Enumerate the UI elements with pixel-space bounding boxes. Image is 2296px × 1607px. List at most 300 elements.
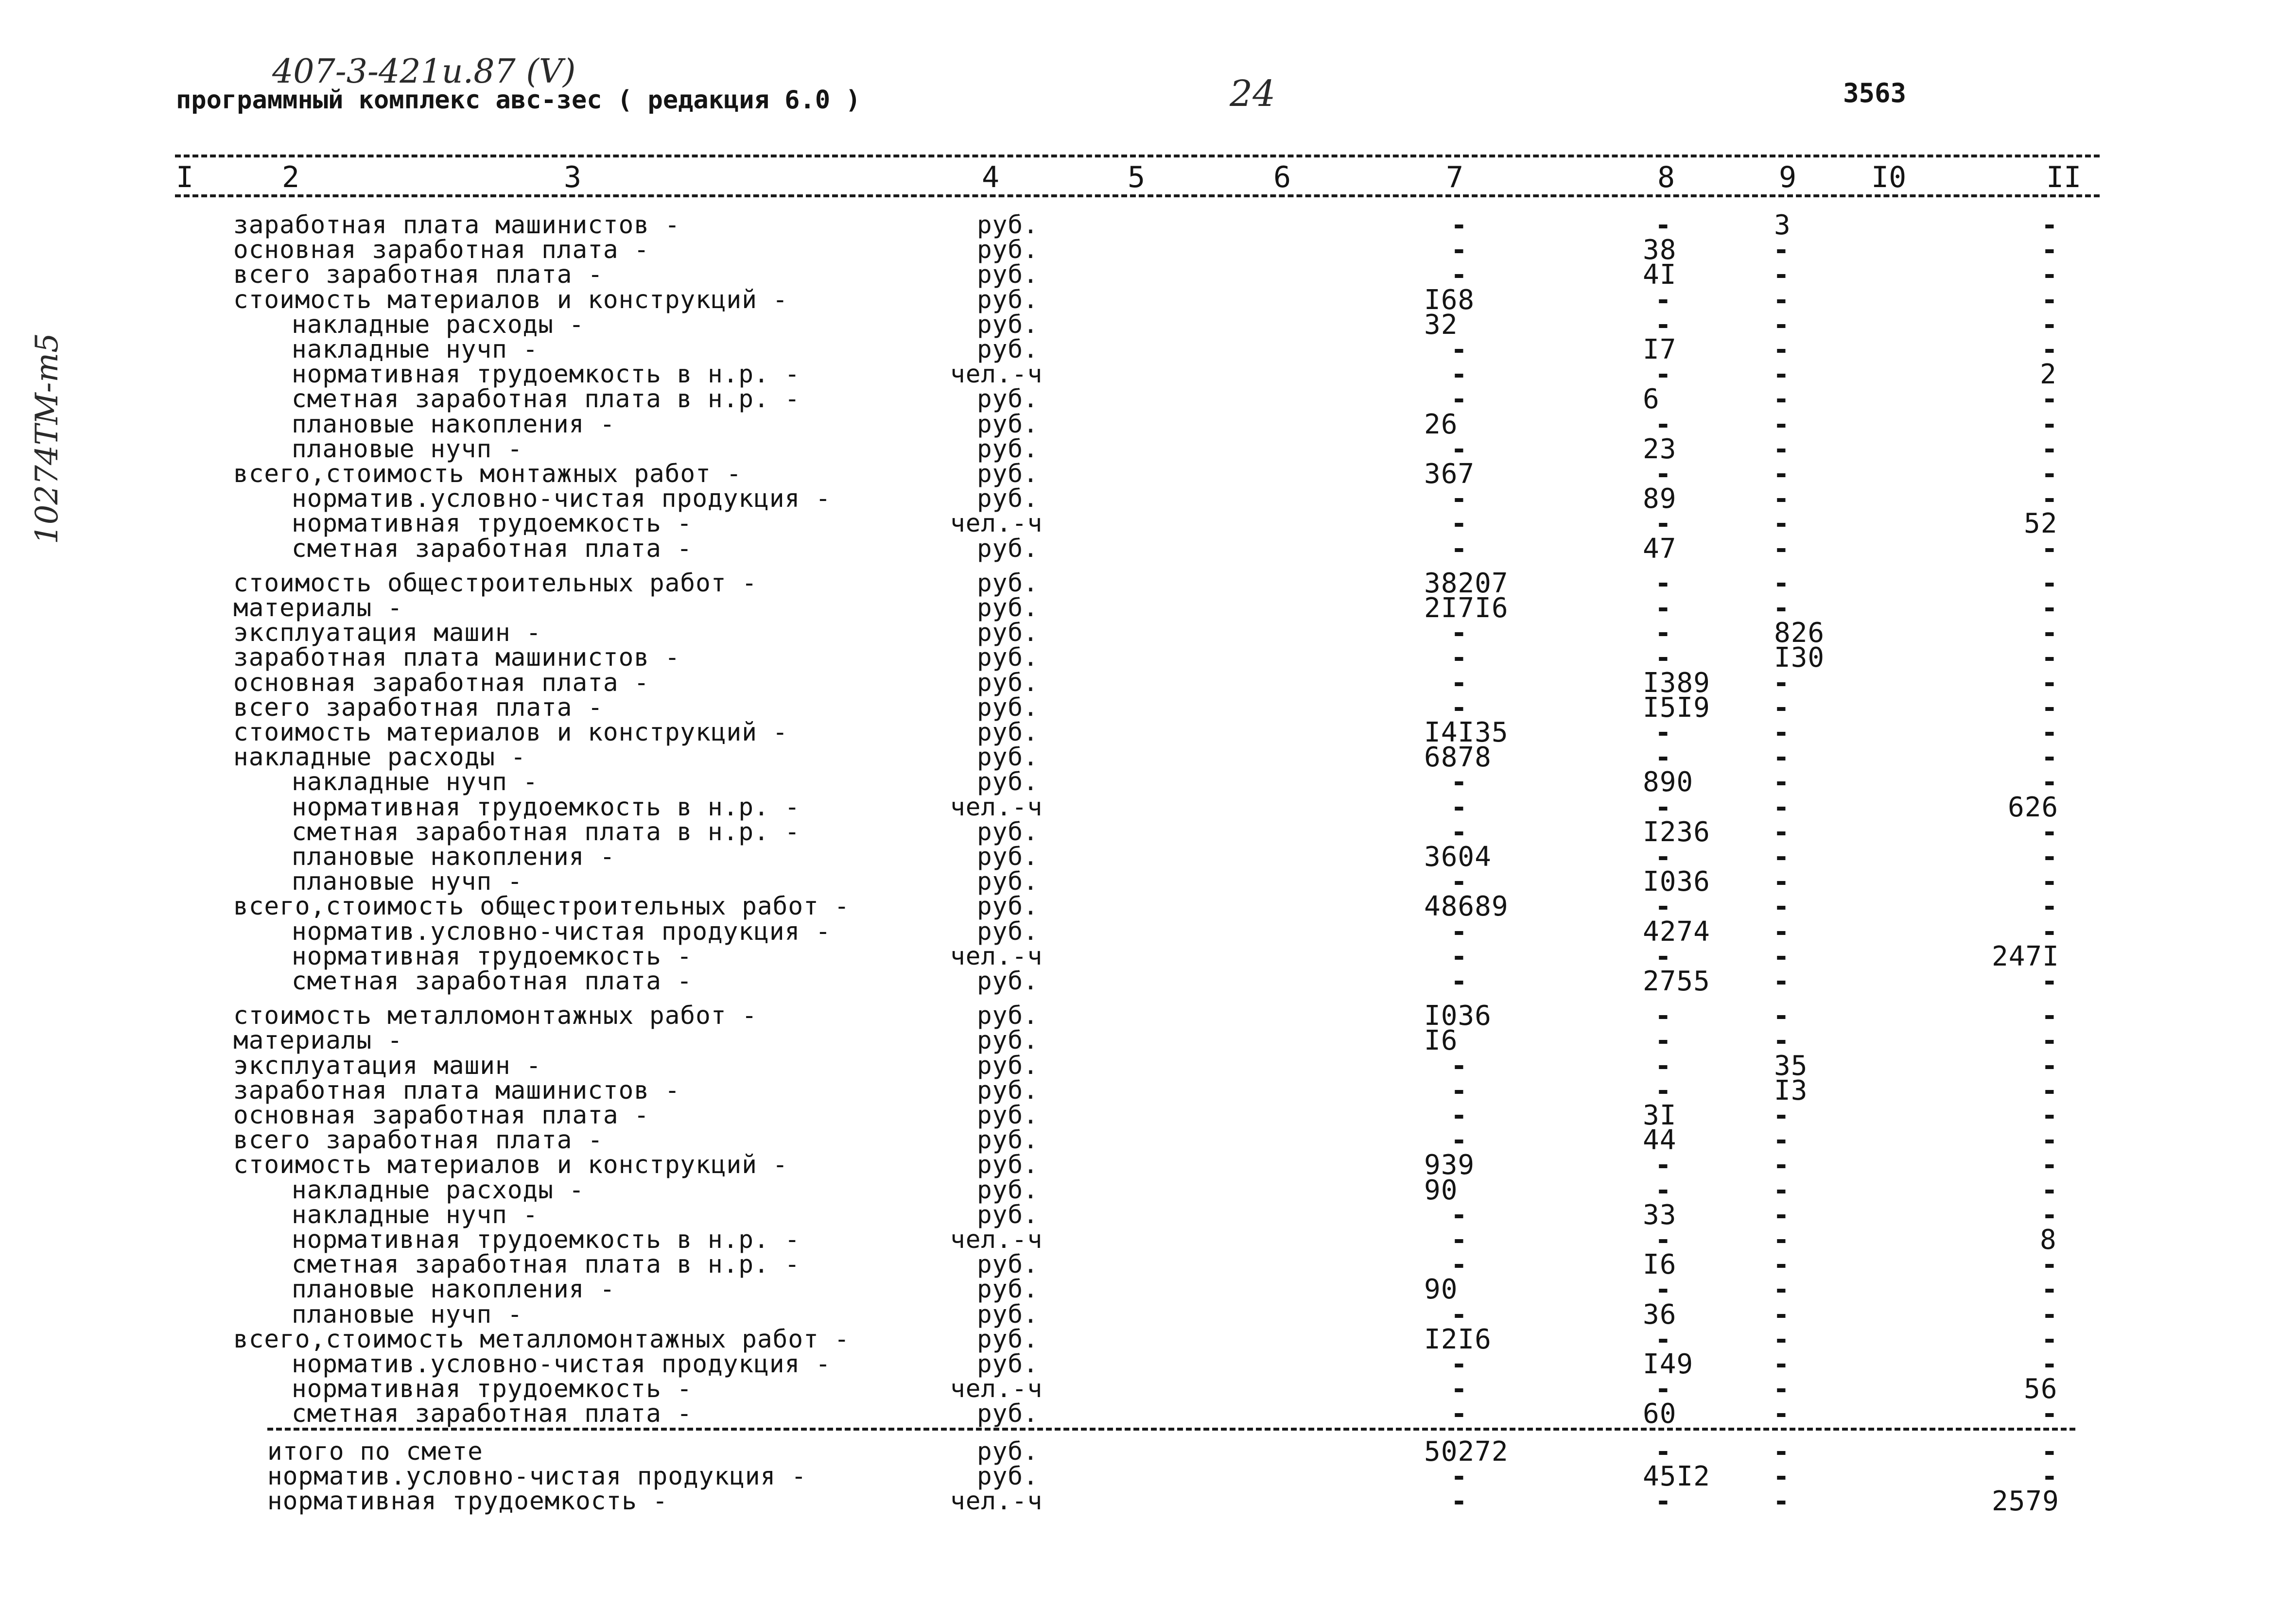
col-7-value: - <box>1451 1486 1468 1517</box>
col-9-value: - <box>1773 284 1790 316</box>
row-unit: руб. <box>977 668 1039 697</box>
col-11-value: - <box>2041 1050 2058 1082</box>
row-unit: руб. <box>977 619 1039 648</box>
row-label: нормативная трудоемкость - <box>292 1375 693 1404</box>
col-11-value: - <box>2041 742 2058 774</box>
row-label: накладные расходы - <box>233 743 526 772</box>
col-9-value: - <box>1773 234 1790 266</box>
col-8-value: I036 <box>1643 866 1710 898</box>
row-unit: руб. <box>977 236 1039 265</box>
col-11-value: - <box>2041 966 2058 997</box>
row-unit: чел.-ч <box>950 793 1043 822</box>
row-label: норматив.условно-чистая продукция - <box>292 1350 831 1379</box>
row-label: стоимость материалов и конструкций - <box>233 718 788 747</box>
col-11-value: - <box>2041 1323 2058 1355</box>
col-7-value: - <box>1451 533 1468 565</box>
table-row <box>0 891 2296 923</box>
row-unit: руб. <box>977 843 1039 871</box>
row-unit: руб. <box>977 967 1039 996</box>
row-unit: чел.-ч <box>950 1226 1043 1254</box>
row-label: эксплуатация машин - <box>233 1051 542 1080</box>
row-unit: чел.-ч <box>950 509 1043 538</box>
col-11-value: - <box>2041 1124 2058 1157</box>
table-row <box>0 1124 2296 1157</box>
col-8-value: - <box>1655 791 1672 823</box>
col-11-value: - <box>2041 841 2058 873</box>
col-8-value: - <box>1655 1323 1672 1355</box>
totals-rule <box>267 1428 2075 1431</box>
row-label: материалы - <box>233 594 403 622</box>
table-row <box>0 791 2296 823</box>
col-9-value: - <box>1773 1174 1790 1206</box>
col-8-value: I236 <box>1643 816 1710 848</box>
col-7-value: - <box>1451 866 1468 898</box>
col-8-value: 45I2 <box>1643 1460 1710 1492</box>
col-7-value: - <box>1451 259 1468 291</box>
row-unit: руб. <box>977 1350 1039 1379</box>
col-11-value: - <box>2041 1199 2058 1231</box>
col-7-value: - <box>1451 1100 1468 1131</box>
row-label: основная заработная плата - <box>233 236 650 265</box>
col-8-value: - <box>1655 617 1672 649</box>
col-9-value: - <box>1773 1100 1790 1131</box>
row-label: сметная заработная плата в н.р. - <box>292 817 800 847</box>
row-unit: руб. <box>977 1151 1039 1180</box>
col-7-value: - <box>1451 940 1468 972</box>
table-row <box>0 1323 2296 1355</box>
col-8-value: - <box>1655 1224 1672 1256</box>
table-row <box>0 717 2296 748</box>
table-row <box>0 866 2296 898</box>
col-8-value: 38 <box>1643 234 1677 266</box>
col-7-value: 3604 <box>1424 841 1492 873</box>
table-row <box>0 1373 2296 1405</box>
col-11-value: - <box>2041 234 2058 266</box>
col-7-value: - <box>1451 1124 1468 1157</box>
col-7-value: - <box>1451 234 1468 266</box>
row-label: накладные нучп - <box>292 335 539 364</box>
col-11-value: - <box>2041 1149 2058 1181</box>
col-11-value: - <box>2041 891 2058 923</box>
col-11-value: - <box>2041 816 2058 848</box>
table-row <box>0 334 2296 365</box>
row-unit: руб. <box>977 211 1039 240</box>
col-9-value: - <box>1773 1000 1790 1032</box>
table-row <box>0 284 2296 316</box>
col-7-value: 90 <box>1424 1174 1458 1206</box>
row-unit: чел.-ч <box>950 1375 1043 1404</box>
col-7-value: I2I6 <box>1424 1323 1492 1355</box>
col-9-value: 826 <box>1774 617 1825 649</box>
col-11-value: - <box>2041 642 2058 674</box>
col-8-value: 890 <box>1643 766 1694 798</box>
col-7-value: 32 <box>1424 309 1458 341</box>
row-unit: руб. <box>977 385 1039 414</box>
row-unit: руб. <box>977 718 1039 747</box>
row-unit: руб. <box>977 310 1039 339</box>
row-unit: руб. <box>977 1175 1039 1205</box>
row-label: заработная плата машинистов - <box>233 1076 680 1105</box>
row-label: всего заработная плата - <box>233 260 603 290</box>
row-label: нормативная трудоемкость - <box>292 509 693 538</box>
col-8-value: - <box>1655 508 1672 540</box>
col-9-value: - <box>1773 567 1790 599</box>
table-row <box>0 309 2296 341</box>
col-11-value: - <box>2041 1298 2058 1331</box>
col-8-value: - <box>1655 1174 1672 1206</box>
col-8-value: - <box>1655 1274 1672 1306</box>
col-11-value: - <box>2041 1460 2058 1492</box>
col-7-value: 50272 <box>1424 1435 1509 1468</box>
col-11-value: - <box>2041 567 2058 599</box>
col-11-value: 2 <box>2040 359 2057 391</box>
row-unit: руб. <box>977 1437 1039 1466</box>
col-9-value: - <box>1773 691 1790 724</box>
col-11-value: - <box>2041 866 2058 898</box>
col-9-value: - <box>1773 1124 1790 1157</box>
row-label: плановые нучп - <box>292 867 523 897</box>
col-7-value: - <box>1451 1298 1468 1331</box>
col-9-value: - <box>1773 717 1790 748</box>
col-11-value: - <box>2041 1074 2058 1106</box>
col-9-value: - <box>1773 891 1790 923</box>
row-label: накладные нучп - <box>292 1200 539 1229</box>
col-11-value: - <box>2041 209 2058 241</box>
row-unit: руб. <box>977 1076 1039 1105</box>
table-row <box>0 1398 2296 1430</box>
col-11-value: - <box>2041 483 2058 515</box>
handwritten-code: 407-3-421и.87 (V) <box>272 52 576 91</box>
col-8-value: - <box>1655 1074 1672 1106</box>
col-8-value: 33 <box>1643 1199 1677 1231</box>
col-7-value: 6878 <box>1424 742 1492 774</box>
col-9-value: - <box>1773 1224 1790 1256</box>
table-row <box>0 667 2296 699</box>
col-7-value: - <box>1451 816 1468 848</box>
col-9-value: - <box>1773 533 1790 565</box>
col-7-value: - <box>1451 1373 1468 1405</box>
col-7-value: - <box>1451 667 1468 699</box>
col-8-value: - <box>1655 1149 1672 1181</box>
col-9-value: - <box>1773 742 1790 774</box>
col-9-value: - <box>1773 508 1790 540</box>
column-number-11: II <box>2046 160 2082 194</box>
row-label: сметная заработная плата - <box>292 1400 693 1429</box>
column-number-10: I0 <box>1871 160 1907 194</box>
col-9-value: - <box>1773 259 1790 291</box>
col-8-value: - <box>1655 891 1672 923</box>
col-8-value: - <box>1655 1025 1672 1057</box>
sheet-number: 3563 <box>1843 78 1907 108</box>
column-number-7: 7 <box>1446 160 1464 194</box>
column-number-4: 4 <box>982 160 1000 194</box>
row-label: плановые нучп - <box>292 1300 523 1329</box>
col-7-value: - <box>1451 1348 1468 1380</box>
col-8-value: 44 <box>1643 1124 1677 1157</box>
row-label: накладные расходы - <box>292 1175 585 1205</box>
col-7-value: 26 <box>1424 408 1458 440</box>
col-9-value: 3 <box>1774 209 1791 241</box>
col-9-value: 35 <box>1774 1050 1808 1082</box>
row-label: стоимость металломонтажных работ - <box>233 1002 757 1031</box>
col-9-value: - <box>1773 408 1790 440</box>
row-unit: руб. <box>977 867 1039 897</box>
row-unit: руб. <box>977 643 1039 673</box>
col-9-value: - <box>1773 458 1790 490</box>
table-row <box>0 691 2296 724</box>
row-label: норматив.условно-чистая продукция - <box>292 484 831 514</box>
row-unit: руб. <box>977 1126 1039 1155</box>
table-row <box>0 1025 2296 1057</box>
row-unit: руб. <box>977 768 1039 797</box>
col-11-value: - <box>2041 408 2058 440</box>
col-11-value: 8 <box>2040 1224 2057 1256</box>
col-11-value: - <box>2041 309 2058 341</box>
col-7-value: 939 <box>1424 1149 1475 1181</box>
col-9-value: - <box>1773 841 1790 873</box>
col-11-value: - <box>2041 433 2058 465</box>
col-8-value: - <box>1655 1486 1672 1517</box>
row-label: нормативная трудоемкость - <box>292 942 693 971</box>
col-11-value: - <box>2041 1274 2058 1306</box>
row-label: плановые накопления - <box>292 410 615 439</box>
row-label: всего,стоимость общестроительных работ - <box>233 892 850 921</box>
col-7-value: 367 <box>1424 458 1475 490</box>
column-number-5: 5 <box>1128 160 1146 194</box>
margin-note: 10274ТМ-т5 <box>29 333 65 544</box>
table-row <box>0 1486 2296 1517</box>
table-row <box>0 508 2296 540</box>
table-row <box>0 1100 2296 1131</box>
table-row <box>0 1249 2296 1281</box>
row-unit: руб. <box>977 743 1039 772</box>
row-unit: руб. <box>977 410 1039 439</box>
row-unit: руб. <box>977 534 1039 563</box>
col-11-value: - <box>2041 1000 2058 1032</box>
col-8-value: 47 <box>1643 533 1677 565</box>
row-label: всего,стоимость металломонтажных работ - <box>233 1325 850 1354</box>
row-label: сметная заработная плата в н.р. - <box>292 1250 800 1279</box>
col-7-value: - <box>1451 916 1468 948</box>
col-9-value: I3 <box>1774 1074 1808 1106</box>
col-8-value: 89 <box>1643 483 1677 515</box>
row-unit: руб. <box>977 1200 1039 1229</box>
row-label: заработная плата машинистов - <box>233 643 680 673</box>
col-11-value: - <box>2041 691 2058 724</box>
col-9-value: - <box>1773 1348 1790 1380</box>
row-label: материалы - <box>233 1026 403 1055</box>
col-7-value: 90 <box>1424 1274 1458 1306</box>
col-7-value: - <box>1451 1460 1468 1492</box>
col-9-value: - <box>1773 940 1790 972</box>
col-7-value: - <box>1451 209 1468 241</box>
col-9-value: - <box>1773 667 1790 699</box>
table-row <box>0 1174 2296 1206</box>
col-8-value: - <box>1655 359 1672 391</box>
col-9-value: - <box>1773 1149 1790 1181</box>
table-row <box>0 359 2296 391</box>
handwritten-page-number: 24 <box>1230 73 1276 115</box>
col-11-value: 247I <box>1992 940 2059 972</box>
col-8-value: - <box>1655 742 1672 774</box>
col-9-value: - <box>1773 1298 1790 1331</box>
row-unit: чел.-ч <box>950 1487 1043 1516</box>
table-row <box>0 1460 2296 1492</box>
col-7-value: - <box>1451 966 1468 997</box>
col-9-value: - <box>1773 359 1790 391</box>
col-9-value: - <box>1773 483 1790 515</box>
col-9-value: - <box>1773 309 1790 341</box>
column-number-9: 9 <box>1779 160 1797 194</box>
row-label: плановые накопления - <box>292 843 615 871</box>
row-unit: руб. <box>977 335 1039 364</box>
col-8-value: - <box>1655 567 1672 599</box>
col-9-value: - <box>1773 1274 1790 1306</box>
col-9-value: - <box>1773 433 1790 465</box>
col-11-value: - <box>2041 533 2058 565</box>
table-row <box>0 816 2296 848</box>
col-9-value: - <box>1773 1398 1790 1430</box>
col-7-value: - <box>1451 334 1468 365</box>
table-row <box>0 234 2296 266</box>
row-label: основная заработная плата - <box>233 668 650 697</box>
row-unit: руб. <box>977 285 1039 314</box>
col-8-value: - <box>1655 458 1672 490</box>
row-label: основная заработная плата - <box>233 1101 650 1130</box>
row-unit: чел.-ч <box>950 360 1043 389</box>
col-8-value: - <box>1655 1000 1672 1032</box>
row-unit: руб. <box>977 434 1039 464</box>
table-row <box>0 1274 2296 1306</box>
row-label: всего заработная плата - <box>233 693 603 722</box>
col-11-value: 56 <box>2024 1373 2058 1405</box>
col-11-value: - <box>2041 617 2058 649</box>
col-7-value: - <box>1451 766 1468 798</box>
col-11-value: 2579 <box>1992 1486 2059 1517</box>
col-7-value: 38207 <box>1424 567 1509 599</box>
row-unit: руб. <box>977 484 1039 514</box>
col-8-value: - <box>1655 1050 1672 1082</box>
col-11-value: - <box>2041 766 2058 798</box>
table-row <box>0 1348 2296 1380</box>
col-8-value: I7 <box>1643 334 1677 365</box>
col-11-value: - <box>2041 592 2058 624</box>
col-8-value: I389 <box>1643 667 1710 699</box>
row-label: сметная заработная плата - <box>292 967 693 996</box>
col-11-value: - <box>2041 916 2058 948</box>
col-8-value: 4274 <box>1643 916 1710 948</box>
col-7-value: - <box>1451 1074 1468 1106</box>
table-row <box>0 966 2296 997</box>
col-9-value: - <box>1773 1373 1790 1405</box>
row-label: стоимость материалов и конструкций - <box>233 285 788 314</box>
row-unit: руб. <box>977 1002 1039 1031</box>
row-unit: руб. <box>977 260 1039 290</box>
col-7-value: - <box>1451 383 1468 415</box>
row-unit: руб. <box>977 1462 1039 1491</box>
row-unit: руб. <box>977 917 1039 946</box>
col-11-value: - <box>2041 1249 2058 1281</box>
row-unit: руб. <box>977 892 1039 921</box>
table-row <box>0 841 2296 873</box>
col-7-value: - <box>1451 1199 1468 1231</box>
row-unit: чел.-ч <box>950 942 1043 971</box>
col-7-value: I68 <box>1424 284 1475 316</box>
table-row <box>0 567 2296 599</box>
table-row <box>0 1074 2296 1106</box>
row-label: накладные расходы - <box>292 310 585 339</box>
row-label: плановые нучп - <box>292 434 523 464</box>
col-8-value: - <box>1655 284 1672 316</box>
col-11-value: - <box>2041 1398 2058 1430</box>
row-label: нормативная трудоемкость в н.р. - <box>292 360 800 389</box>
col-9-value: - <box>1773 1249 1790 1281</box>
col-9-value: - <box>1773 1323 1790 1355</box>
table-row <box>0 483 2296 515</box>
col-7-value: I036 <box>1424 1000 1492 1032</box>
row-unit: руб. <box>977 693 1039 722</box>
table-row <box>0 1149 2296 1181</box>
col-8-value: I5I9 <box>1643 691 1710 724</box>
column-number-6: 6 <box>1273 160 1291 194</box>
col-7-value: - <box>1451 791 1468 823</box>
row-label: сметная заработная плата - <box>292 534 693 563</box>
col-8-value: - <box>1655 717 1672 748</box>
table-row <box>0 408 2296 440</box>
col-8-value: I6 <box>1643 1249 1677 1281</box>
col-7-value: 48689 <box>1424 891 1509 923</box>
row-unit: руб. <box>977 1051 1039 1080</box>
col-11-value: - <box>2041 1174 2058 1206</box>
row-label: всего заработная плата - <box>233 1126 603 1155</box>
row-unit: руб. <box>977 1275 1039 1304</box>
col-11-value: - <box>2041 1435 2058 1468</box>
row-unit: руб. <box>977 594 1039 622</box>
col-8-value: 60 <box>1643 1398 1677 1430</box>
col-8-value: - <box>1655 841 1672 873</box>
table-row <box>0 592 2296 624</box>
col-7-value: - <box>1451 1398 1468 1430</box>
row-unit: руб. <box>977 817 1039 847</box>
row-label: нормативная трудоемкость - <box>267 1487 668 1516</box>
row-unit: руб. <box>977 1325 1039 1354</box>
col-9-value: - <box>1773 816 1790 848</box>
col-8-value: - <box>1655 209 1672 241</box>
col-11-value: 626 <box>2008 791 2059 823</box>
row-label: норматив.условно-чистая продукция - <box>292 917 831 946</box>
table-row <box>0 617 2296 649</box>
table-row <box>0 940 2296 972</box>
col-8-value: - <box>1655 940 1672 972</box>
col-7-value: - <box>1451 691 1468 724</box>
table-row <box>0 383 2296 415</box>
col-7-value: I4I35 <box>1424 717 1509 748</box>
col-11-value: - <box>2041 259 2058 291</box>
row-label: норматив.условно-чистая продукция - <box>267 1462 807 1491</box>
col-9-value: - <box>1773 791 1790 823</box>
column-number-1: I <box>176 160 194 194</box>
row-label: стоимость общестроительных работ - <box>233 569 757 598</box>
col-9-value: - <box>1773 1025 1790 1057</box>
col-8-value: 2755 <box>1643 966 1710 997</box>
col-7-value: I6 <box>1424 1025 1458 1057</box>
col-8-value: I49 <box>1643 1348 1694 1380</box>
col-7-value: - <box>1451 1050 1468 1082</box>
col-9-value: - <box>1773 592 1790 624</box>
col-8-value: - <box>1655 309 1672 341</box>
col-11-value: 52 <box>2024 508 2058 540</box>
table-row <box>0 1050 2296 1082</box>
